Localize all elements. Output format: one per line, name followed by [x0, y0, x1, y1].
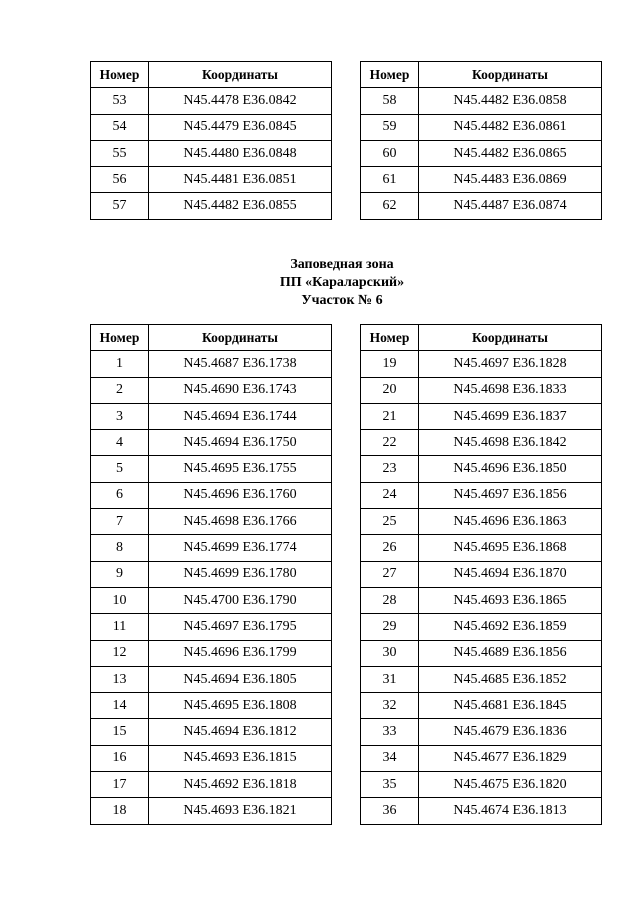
coordinates-table-2-left	[90, 324, 332, 825]
point-number: 17	[91, 772, 149, 798]
point-number: 14	[91, 693, 149, 719]
point-coordinates: N45.4687 E36.1738	[149, 351, 332, 377]
coordinates-table-2-right	[360, 324, 602, 825]
table-row	[361, 403, 602, 429]
point-coordinates: N45.4695 E36.1755	[149, 456, 332, 482]
point-coordinates: N45.4696 E36.1850	[419, 456, 602, 482]
table-row	[361, 772, 602, 798]
point-number: 7	[91, 509, 149, 535]
point-number: 32	[361, 693, 419, 719]
table-row	[361, 535, 602, 561]
point-coordinates: N45.4482 E36.0865	[419, 140, 602, 166]
point-number: 60	[361, 140, 419, 166]
table-row	[91, 88, 332, 114]
point-number: 12	[91, 640, 149, 666]
point-number: 18	[91, 798, 149, 824]
table-row	[361, 614, 602, 640]
table-row	[91, 535, 332, 561]
point-coordinates: N45.4481 E36.0851	[149, 167, 332, 193]
point-number: 24	[361, 482, 419, 508]
point-number: 61	[361, 167, 419, 193]
table-row	[91, 587, 332, 613]
table-row	[91, 193, 332, 219]
point-coordinates: N45.4698 E36.1766	[149, 509, 332, 535]
coordinates-table-1-right	[360, 61, 602, 220]
table-row	[91, 772, 332, 798]
point-coordinates: N45.4698 E36.1842	[419, 430, 602, 456]
table-row	[361, 456, 602, 482]
table-row	[91, 640, 332, 666]
table-row	[91, 430, 332, 456]
table-row	[361, 587, 602, 613]
point-coordinates: N45.4697 E36.1795	[149, 614, 332, 640]
point-coordinates: N45.4699 E36.1780	[149, 561, 332, 587]
point-number: 56	[91, 167, 149, 193]
point-number: 19	[361, 351, 419, 377]
point-coordinates: N45.4480 E36.0848	[149, 140, 332, 166]
point-coordinates: N45.4694 E36.1812	[149, 719, 332, 745]
table-header-row	[91, 62, 332, 88]
table-row	[91, 614, 332, 640]
point-number: 5	[91, 456, 149, 482]
table-header-row	[91, 325, 332, 351]
table-row	[361, 640, 602, 666]
section-heading	[0, 256, 640, 310]
point-coordinates: N45.4696 E36.1863	[419, 509, 602, 535]
point-number: 62	[361, 193, 419, 219]
table-row	[361, 193, 602, 219]
point-coordinates: N45.4696 E36.1799	[149, 640, 332, 666]
section-heading-line-3: Участок № 6	[301, 293, 383, 308]
point-number: 28	[361, 587, 419, 613]
point-number: 29	[361, 614, 419, 640]
point-coordinates: N45.4694 E36.1805	[149, 666, 332, 692]
point-coordinates: N45.4675 E36.1820	[419, 772, 602, 798]
point-number: 2	[91, 377, 149, 403]
point-number: 4	[91, 430, 149, 456]
point-coordinates: N45.4482 E36.0855	[149, 193, 332, 219]
point-coordinates: N45.4690 E36.1743	[149, 377, 332, 403]
point-number: 31	[361, 666, 419, 692]
table-row	[91, 482, 332, 508]
point-number: 25	[361, 509, 419, 535]
table-row	[91, 351, 332, 377]
section-heading-line-1: Заповедная зона	[290, 257, 394, 272]
point-number: 16	[91, 745, 149, 771]
table-row	[91, 114, 332, 140]
point-number: 1	[91, 351, 149, 377]
point-number: 53	[91, 88, 149, 114]
number-header: Номер	[91, 325, 149, 351]
table-row	[91, 745, 332, 771]
point-coordinates: N45.4693 E36.1821	[149, 798, 332, 824]
table-row	[361, 482, 602, 508]
point-coordinates: N45.4697 E36.1828	[419, 351, 602, 377]
point-coordinates: N45.4478 E36.0842	[149, 88, 332, 114]
table-row	[361, 167, 602, 193]
table-row	[361, 798, 602, 824]
coordinates-header: Координаты	[149, 62, 332, 88]
table-row	[361, 351, 602, 377]
point-coordinates: N45.4479 E36.0845	[149, 114, 332, 140]
point-number: 58	[361, 88, 419, 114]
point-number: 55	[91, 140, 149, 166]
table-row	[91, 140, 332, 166]
point-number: 20	[361, 377, 419, 403]
point-coordinates: N45.4681 E36.1845	[419, 693, 602, 719]
table-row	[91, 561, 332, 587]
point-number: 57	[91, 193, 149, 219]
table-row	[361, 377, 602, 403]
point-coordinates: N45.4700 E36.1790	[149, 587, 332, 613]
table-row	[361, 666, 602, 692]
point-coordinates: N45.4699 E36.1837	[419, 403, 602, 429]
point-number: 59	[361, 114, 419, 140]
point-coordinates: N45.4695 E36.1808	[149, 693, 332, 719]
point-coordinates: N45.4693 E36.1815	[149, 745, 332, 771]
table-row	[361, 430, 602, 456]
point-number: 3	[91, 403, 149, 429]
point-coordinates: N45.4685 E36.1852	[419, 666, 602, 692]
point-coordinates: N45.4699 E36.1774	[149, 535, 332, 561]
point-coordinates: N45.4694 E36.1750	[149, 430, 332, 456]
table-row	[361, 114, 602, 140]
point-number: 33	[361, 719, 419, 745]
point-number: 8	[91, 535, 149, 561]
point-coordinates: N45.4689 E36.1856	[419, 640, 602, 666]
point-coordinates: N45.4674 E36.1813	[419, 798, 602, 824]
point-number: 26	[361, 535, 419, 561]
point-coordinates: N45.4693 E36.1865	[419, 587, 602, 613]
point-coordinates: N45.4696 E36.1760	[149, 482, 332, 508]
point-number: 10	[91, 587, 149, 613]
table-row	[91, 798, 332, 824]
point-number: 6	[91, 482, 149, 508]
table-row	[361, 745, 602, 771]
point-number: 36	[361, 798, 419, 824]
point-coordinates: N45.4677 E36.1829	[419, 745, 602, 771]
table-row	[361, 509, 602, 535]
table-row	[361, 719, 602, 745]
table-row	[91, 509, 332, 535]
point-coordinates: N45.4695 E36.1868	[419, 535, 602, 561]
number-header: Номер	[91, 62, 149, 88]
table-row	[91, 719, 332, 745]
point-number: 34	[361, 745, 419, 771]
table-header-row	[361, 325, 602, 351]
point-number: 27	[361, 561, 419, 587]
point-number: 35	[361, 772, 419, 798]
table-row	[91, 456, 332, 482]
point-number: 9	[91, 561, 149, 587]
table-row	[91, 693, 332, 719]
coordinates-header: Координаты	[419, 62, 602, 88]
table-row	[361, 561, 602, 587]
coordinates-header: Координаты	[149, 325, 332, 351]
table-row	[91, 403, 332, 429]
point-coordinates: N45.4482 E36.0861	[419, 114, 602, 140]
point-coordinates: N45.4482 E36.0858	[419, 88, 602, 114]
point-number: 15	[91, 719, 149, 745]
point-coordinates: N45.4692 E36.1859	[419, 614, 602, 640]
point-coordinates: N45.4487 E36.0874	[419, 193, 602, 219]
point-coordinates: N45.4694 E36.1744	[149, 403, 332, 429]
table-row	[91, 167, 332, 193]
point-number: 54	[91, 114, 149, 140]
point-number: 22	[361, 430, 419, 456]
coordinates-table-1-left	[90, 61, 332, 220]
point-coordinates: N45.4698 E36.1833	[419, 377, 602, 403]
section-heading-line-2: ПП «Караларский»	[279, 275, 405, 290]
point-number: 11	[91, 614, 149, 640]
point-number: 13	[91, 666, 149, 692]
table-row	[91, 666, 332, 692]
table-row	[361, 693, 602, 719]
point-number: 23	[361, 456, 419, 482]
point-number: 30	[361, 640, 419, 666]
point-coordinates: N45.4483 E36.0869	[419, 167, 602, 193]
table-row	[361, 88, 602, 114]
point-coordinates: N45.4697 E36.1856	[419, 482, 602, 508]
point-coordinates: N45.4679 E36.1836	[419, 719, 602, 745]
coordinates-header: Координаты	[419, 325, 602, 351]
table-row	[91, 377, 332, 403]
number-header: Номер	[361, 62, 419, 88]
point-coordinates: N45.4692 E36.1818	[149, 772, 332, 798]
table-header-row	[361, 62, 602, 88]
point-number: 21	[361, 403, 419, 429]
number-header: Номер	[361, 325, 419, 351]
table-row	[361, 140, 602, 166]
point-coordinates: N45.4694 E36.1870	[419, 561, 602, 587]
